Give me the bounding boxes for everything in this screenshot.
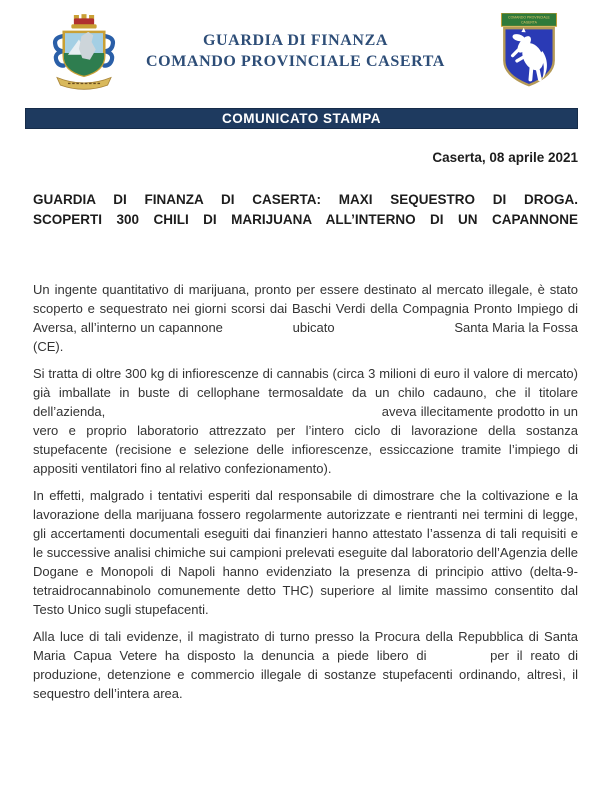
headline [33,190,578,230]
headline-line1: GUARDIA DI FINANZA DI CASERTA: MAXI SEQUESTRO DI DROGA. [33,192,578,207]
banner-label: COMUNICATO STAMPA [222,111,381,126]
dateline: Caserta, 08 aprile 2021 [432,150,578,165]
article-body [33,280,578,711]
paragraph: Si tratta di oltre 300 kg di infiorescenze di cannabis (circa 3 milioni di euro il valore di mercato) già imballate in buste di cellophane termosaldate da un chilo cadauno, che il titolare dell’azienda, aveva illecitamente prodotto in un vero e proprio laboratorio attrezzato per l’intero ciclo di lavorazione della sostanza stupefacente (recisione e selezione delle infiorescenze, essiccazione tramite l’impiego di appositi ventilatori fino al relativo confezionamento). [33,366,578,476]
guardia-di-finanza-crest-icon [46,10,122,96]
org-name-line2: COMANDO PROVINCIALE CASERTA [146,53,445,70]
shield-banner-text-line1: COMANDO PROVINCIALE [508,15,550,20]
comunicato-stampa-banner [25,108,578,129]
redacted-blank [434,658,482,660]
redacted-blank [227,330,289,332]
shield-banner-text-line2: CASERTA [521,20,537,25]
redacted-blank [338,330,450,332]
paragraph: In effetti, malgrado i tentativi esperiti dal responsabile di dimostrare che la coltivazione e la lavorazione della marijuana fossero regolarmente autorizzate e rientranti nei termini di legge, gli accertamenti documentali eseguiti dai finanzieri hanno attestato l’assenza di tali requisiti e le successive analisi chimiche sui campioni prelevati eseguite dal laboratorio dell’Agenzia delle Dogane e Monopoli di Napoli hanno evidenziato la presenza di principio attivo (delta-9-tetraidrocannabinolo comunemente detto THC) superiore al limite massimo consentito dal Testo Unico sugli stupefacenti. [33,488,578,617]
headline-line2: SCOPERTI 300 CHILI DI MARIJUANA ALL’INTERNO DI UN CAPANNONE [33,212,578,227]
paragraph: Un ingente quantitativo di marijuana, pronto per essere destinato al mercato illegale, è stato scoperto e sequestrato nei giorni scorsi dai Baschi Verdi della Compagnia Pronto Impiego di Aversa, all’interno un capannone ubicato Santa Maria la Fossa (CE). [33,282,578,354]
org-name-line1: GUARDIA DI FINANZA [202,32,389,49]
letterhead-title [130,30,461,72]
caserta-horse-shield-icon [497,13,561,89]
redacted-blank [110,414,378,416]
paragraph: Alla luce di tali evidenze, il magistrato di turno presso la Procura della Repubblica di Santa Maria Capua Vetere ha disposto la denuncia a piede libero di per il reato di produzione, detenzione e commercio illegale di sostanze stupefacenti ordinando, altresì, il sequestro dell’intera area. [33,629,578,701]
